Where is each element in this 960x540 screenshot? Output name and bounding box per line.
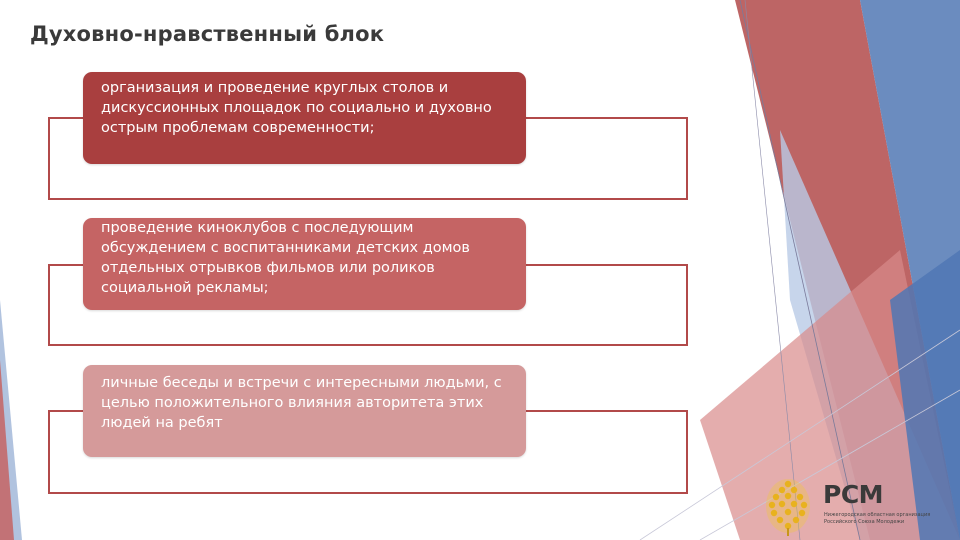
item-text-1: организация и проведение круглых столов и дискуссионных площадок по социально и духовно острым проблемам современности; xyxy=(101,80,492,136)
logo-subtitle-line-2: Российского Союза Молодежи xyxy=(824,518,905,525)
item-box-3 xyxy=(83,365,526,457)
item-text-3: личные беседы и встречи с интересными людьми, с целью положительного влияния авторитета этих людей на ребят xyxy=(101,375,502,431)
logo-subtitle xyxy=(824,512,960,525)
item-box-2 xyxy=(83,218,526,310)
item-text-2: проведение киноклубов с последующим обсуждением с воспитанниками детских домов отдельных отрывков фильмов или роликов социальной рекламы; xyxy=(101,220,470,296)
logo-subtitle-line-1: Нижегородская областная организация xyxy=(824,512,931,518)
item-box-1 xyxy=(83,72,526,164)
rsm-wheat-sheaf-icon xyxy=(758,476,818,536)
logo-name: РСМ xyxy=(823,480,884,509)
page-title: Духовно-нравственный блок xyxy=(30,22,385,46)
